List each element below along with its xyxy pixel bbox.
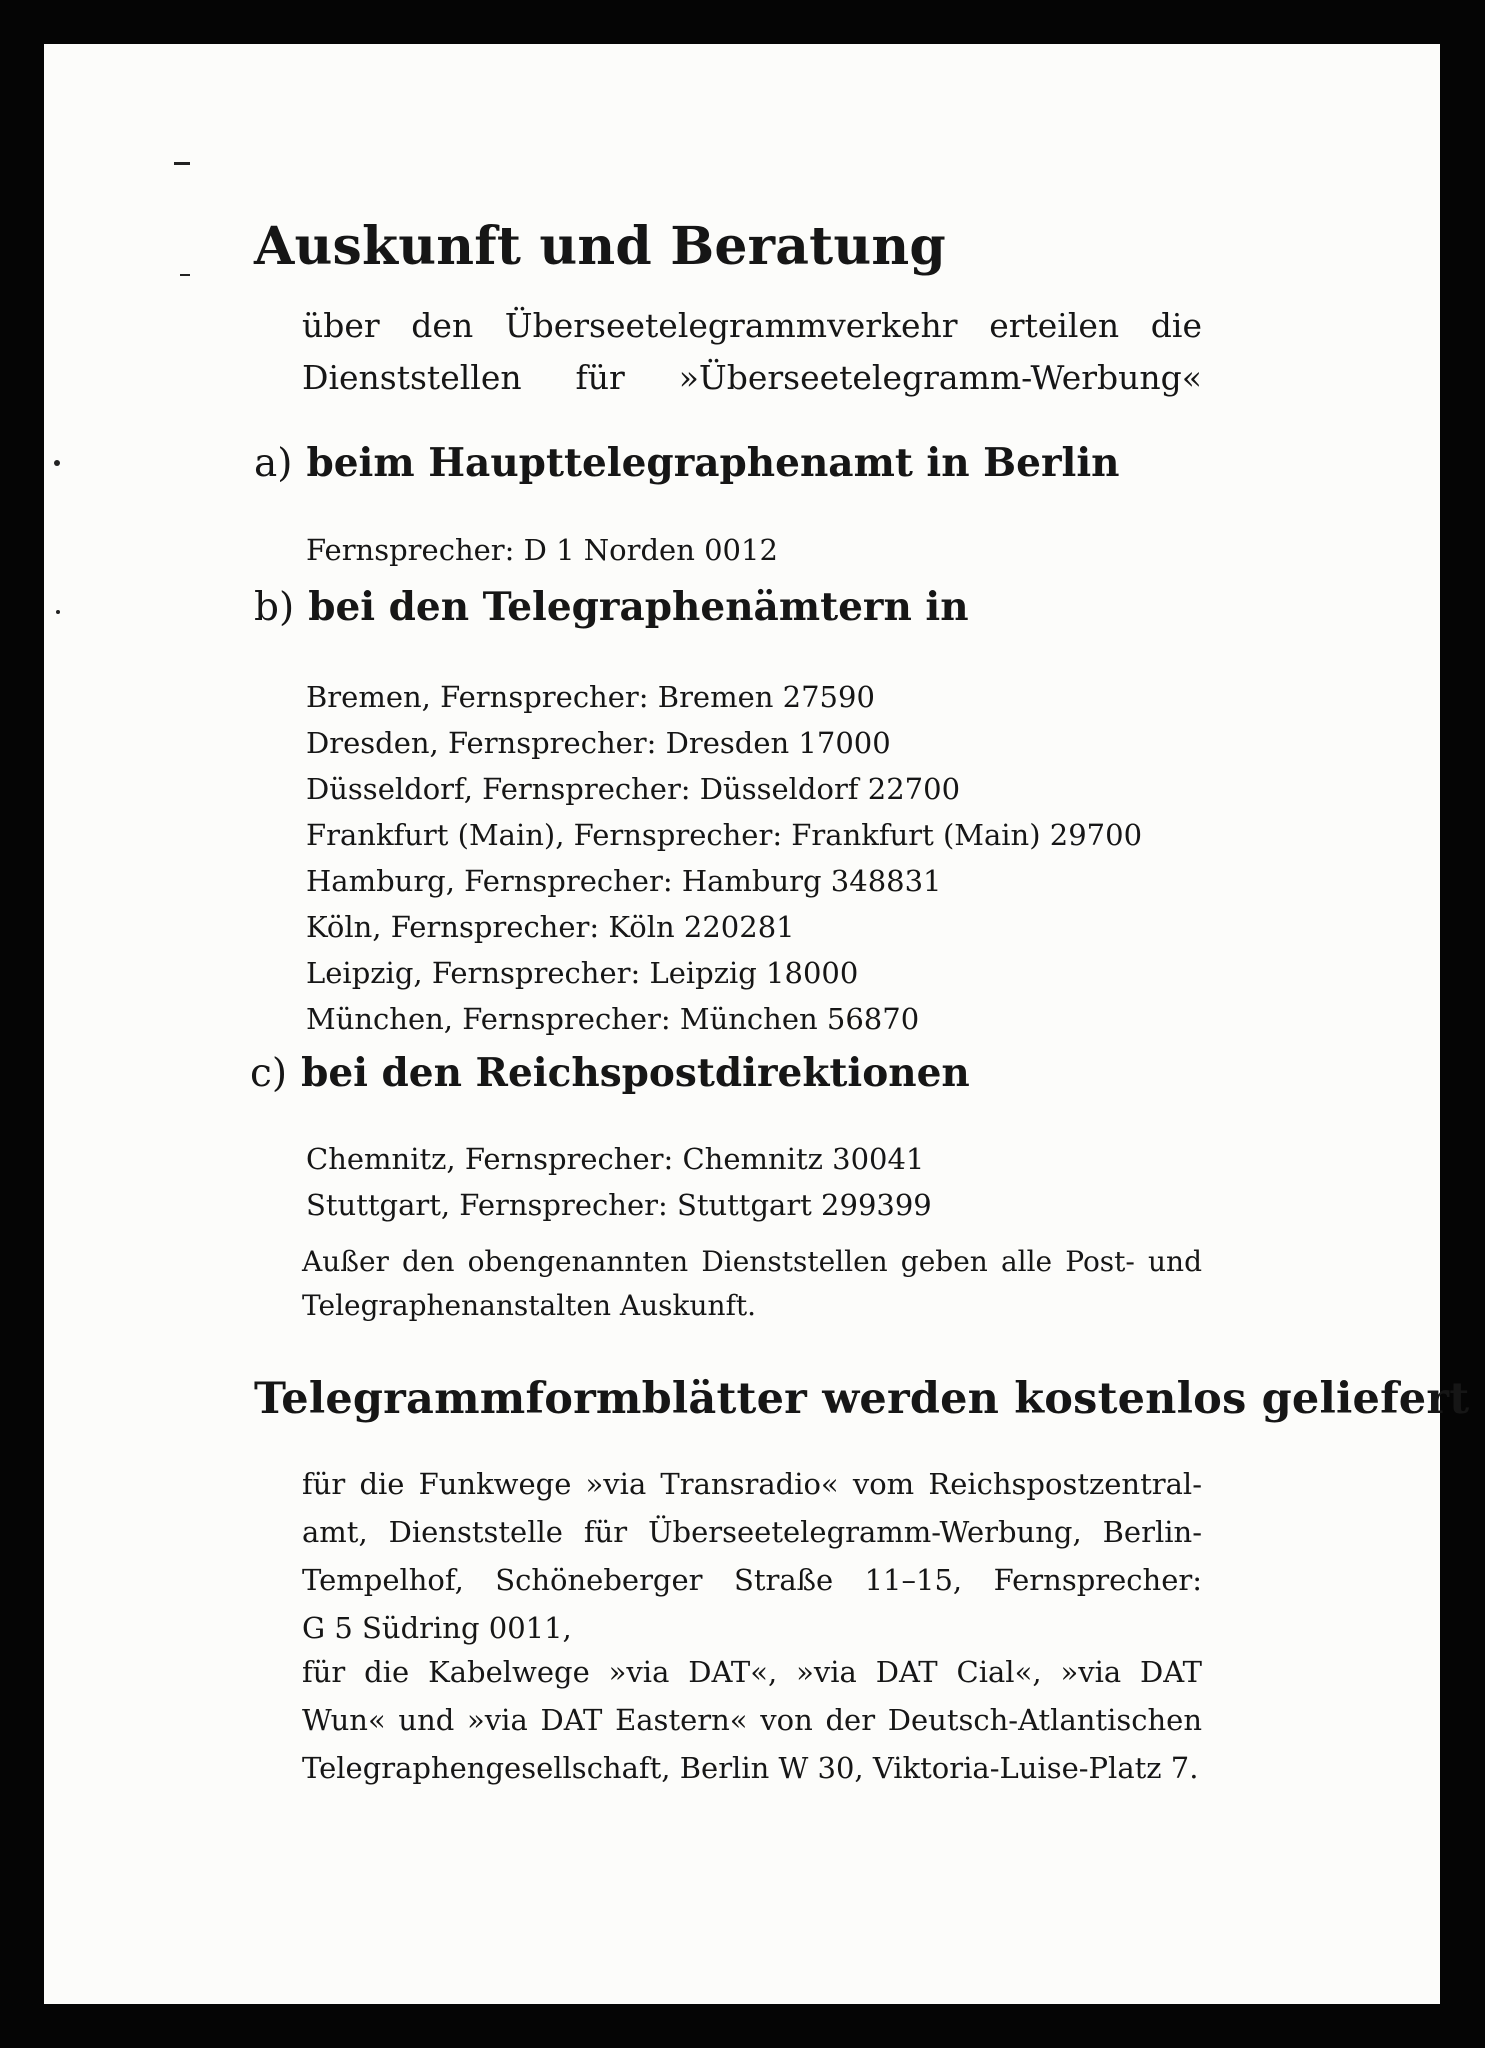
list-item: Köln, Fernsprecher: Köln 220281 (306, 910, 795, 944)
section-a-phone: Fernsprecher: D 1 Norden 0012 (306, 533, 778, 567)
section-c-note (302, 1240, 1202, 1328)
section-title-text: bei den Reichspostdirektionen (301, 1050, 970, 1096)
list-item: Düsseldorf, Fernsprecher: Düsseldorf 22700 (306, 772, 961, 806)
paragraph-line: für die Kabelwege »via DAT«, »via DAT Cial«, »via DAT (302, 1655, 1202, 1689)
paragraph-line: Tempelhof, Schöneberger Straße 11–15, Fernsprecher: (302, 1563, 1202, 1597)
scan-speck (56, 610, 60, 614)
list-item: Frankfurt (Main), Fernsprecher: Frankfurt (Main) 29700 (306, 818, 1143, 852)
section-letter: c) (250, 1051, 288, 1096)
section-letter: a) (254, 441, 293, 486)
intro-line: über den Überseetelegrammverkehr erteilen die (302, 306, 1202, 345)
postal-directorate-list (306, 1136, 932, 1228)
section-title-text: bei den Telegraphenämtern in (308, 584, 969, 630)
paragraph-line: amt, Dienststelle für Überseetelegramm-Werbung, Berlin- (302, 1515, 1202, 1549)
section-c-title (250, 1050, 970, 1096)
list-item: Hamburg, Fernsprecher: Hamburg 348831 (306, 864, 942, 898)
second-heading: Telegrammformblätter werden kostenlos geliefert (254, 1374, 1470, 1424)
list-item: Bremen, Fernsprecher: Bremen 27590 (306, 680, 875, 714)
list-item: Chemnitz, Fernsprecher: Chemnitz 30041 (306, 1142, 925, 1176)
list-item: Stuttgart, Fernsprecher: Stuttgart 299399 (306, 1188, 932, 1222)
note-line: Telegraphenanstalten Auskunft. (302, 1289, 757, 1322)
paragraph-line: G 5 Südring 0011, (302, 1611, 572, 1645)
telegraph-office-list (306, 674, 1142, 1042)
paragraph-line: Wun« und »via DAT Eastern« von der Deutsch-Atlantischen (302, 1703, 1202, 1737)
radio-routes-paragraph (302, 1460, 1202, 1652)
scan-speck (174, 162, 190, 165)
section-title-text: beim Haupttelegraphenamt in Berlin (306, 440, 1120, 486)
page-heading: Auskunft und Beratung (254, 216, 946, 277)
list-item: Dresden, Fernsprecher: Dresden 17000 (306, 726, 891, 760)
intro-line: Dienststellen für »Überseetelegramm-Werbung« (302, 358, 1202, 397)
note-line: Außer den obengenannten Dienststellen geben alle Post- und (302, 1245, 1202, 1278)
scan-speck (54, 460, 60, 466)
paragraph-line: für die Funkwege »via Transradio« vom Reichspostzentral- (302, 1467, 1202, 1501)
list-item: Leipzig, Fernsprecher: Leipzig 18000 (306, 956, 859, 990)
document-page (44, 44, 1470, 2004)
section-letter: b) (254, 585, 295, 630)
intro-paragraph (302, 300, 1202, 404)
list-item: München, Fernsprecher: München 56870 (306, 1002, 920, 1036)
scan-speck (180, 274, 190, 276)
section-b-title (254, 584, 969, 630)
section-a-title (254, 440, 1120, 486)
paragraph-line: Telegraphengesellschaft, Berlin W 30, Viktoria-Luise-Platz 7. (302, 1751, 1199, 1785)
cable-routes-paragraph (302, 1648, 1202, 1792)
